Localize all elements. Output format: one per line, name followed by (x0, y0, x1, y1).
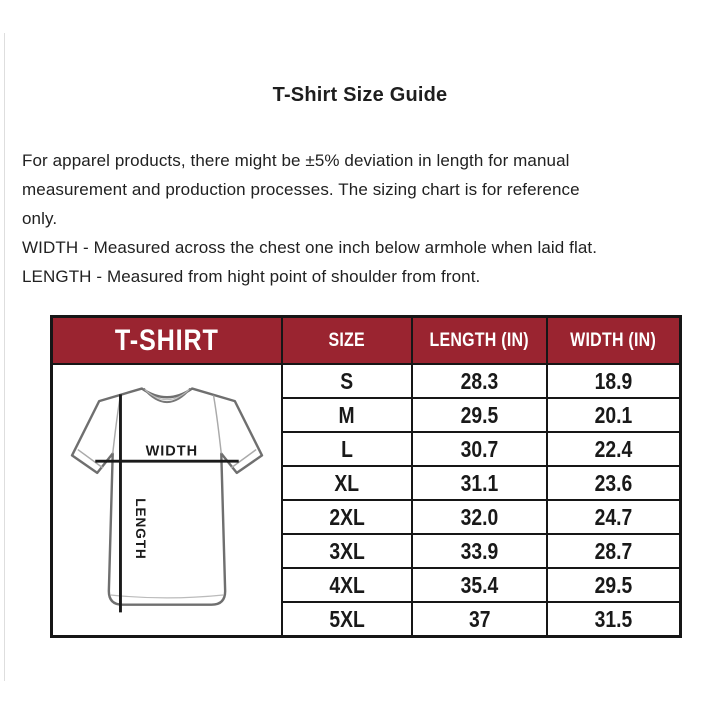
cell-size: L (283, 433, 411, 465)
tshirt-diagram (60, 374, 274, 626)
cell-size: XL (283, 467, 411, 499)
cell-width: 29.5 (548, 569, 679, 601)
intro-text (22, 146, 712, 291)
cell-width: 23.6 (548, 467, 679, 499)
cell-length: 28.3 (413, 365, 546, 397)
cell-size: 3XL (283, 535, 411, 567)
cell-size: 4XL (283, 569, 411, 601)
size-table-grid (50, 315, 682, 638)
cell-length: 29.5 (413, 399, 546, 431)
page-title: T-Shirt Size Guide (272, 84, 448, 106)
size-table (50, 315, 682, 638)
cell-length: 35.4 (413, 569, 546, 601)
cell-length: 33.9 (413, 535, 546, 567)
tshirt-diagram-cell (53, 365, 281, 635)
intro-line: For apparel products, there might be ±5% deviation in length for manual (22, 151, 570, 170)
cell-size: S (283, 365, 411, 397)
width-label: WIDTH (145, 443, 199, 460)
cell-width: 24.7 (548, 501, 679, 533)
intro-line: measurement and production processes. The sizing chart is for reference (22, 180, 580, 199)
intro-line: LENGTH - Measured from hight point of shoulder from front. (22, 267, 481, 286)
cell-length: 37 (413, 603, 546, 635)
cell-length: 31.1 (413, 467, 546, 499)
cell-size: M (283, 399, 411, 431)
cell-width: 28.7 (548, 535, 679, 567)
table-header-length (413, 318, 546, 363)
table-header-size (283, 318, 411, 363)
cell-width: 22.4 (548, 433, 679, 465)
cell-length: 32.0 (413, 501, 546, 533)
cell-size: 2XL (283, 501, 411, 533)
product-label: T-SHIRT (115, 323, 219, 357)
table-header-width (548, 318, 679, 363)
cell-width: 31.5 (548, 603, 679, 635)
intro-line: WIDTH - Measured across the chest one inch below armhole when laid flat. (22, 238, 598, 257)
page-left-rule (4, 33, 5, 681)
length-column-label: LENGTH (IN) (429, 329, 530, 351)
cell-width: 20.1 (548, 399, 679, 431)
intro-line: only. (22, 209, 58, 228)
cell-length: 30.7 (413, 433, 546, 465)
width-column-label: WIDTH (IN) (570, 329, 657, 351)
size-column-label: SIZE (328, 329, 366, 351)
length-label: LENGTH (132, 498, 148, 560)
table-header-product (53, 318, 281, 363)
cell-size: 5XL (283, 603, 411, 635)
cell-width: 18.9 (548, 365, 679, 397)
tshirt-outline (72, 389, 262, 605)
